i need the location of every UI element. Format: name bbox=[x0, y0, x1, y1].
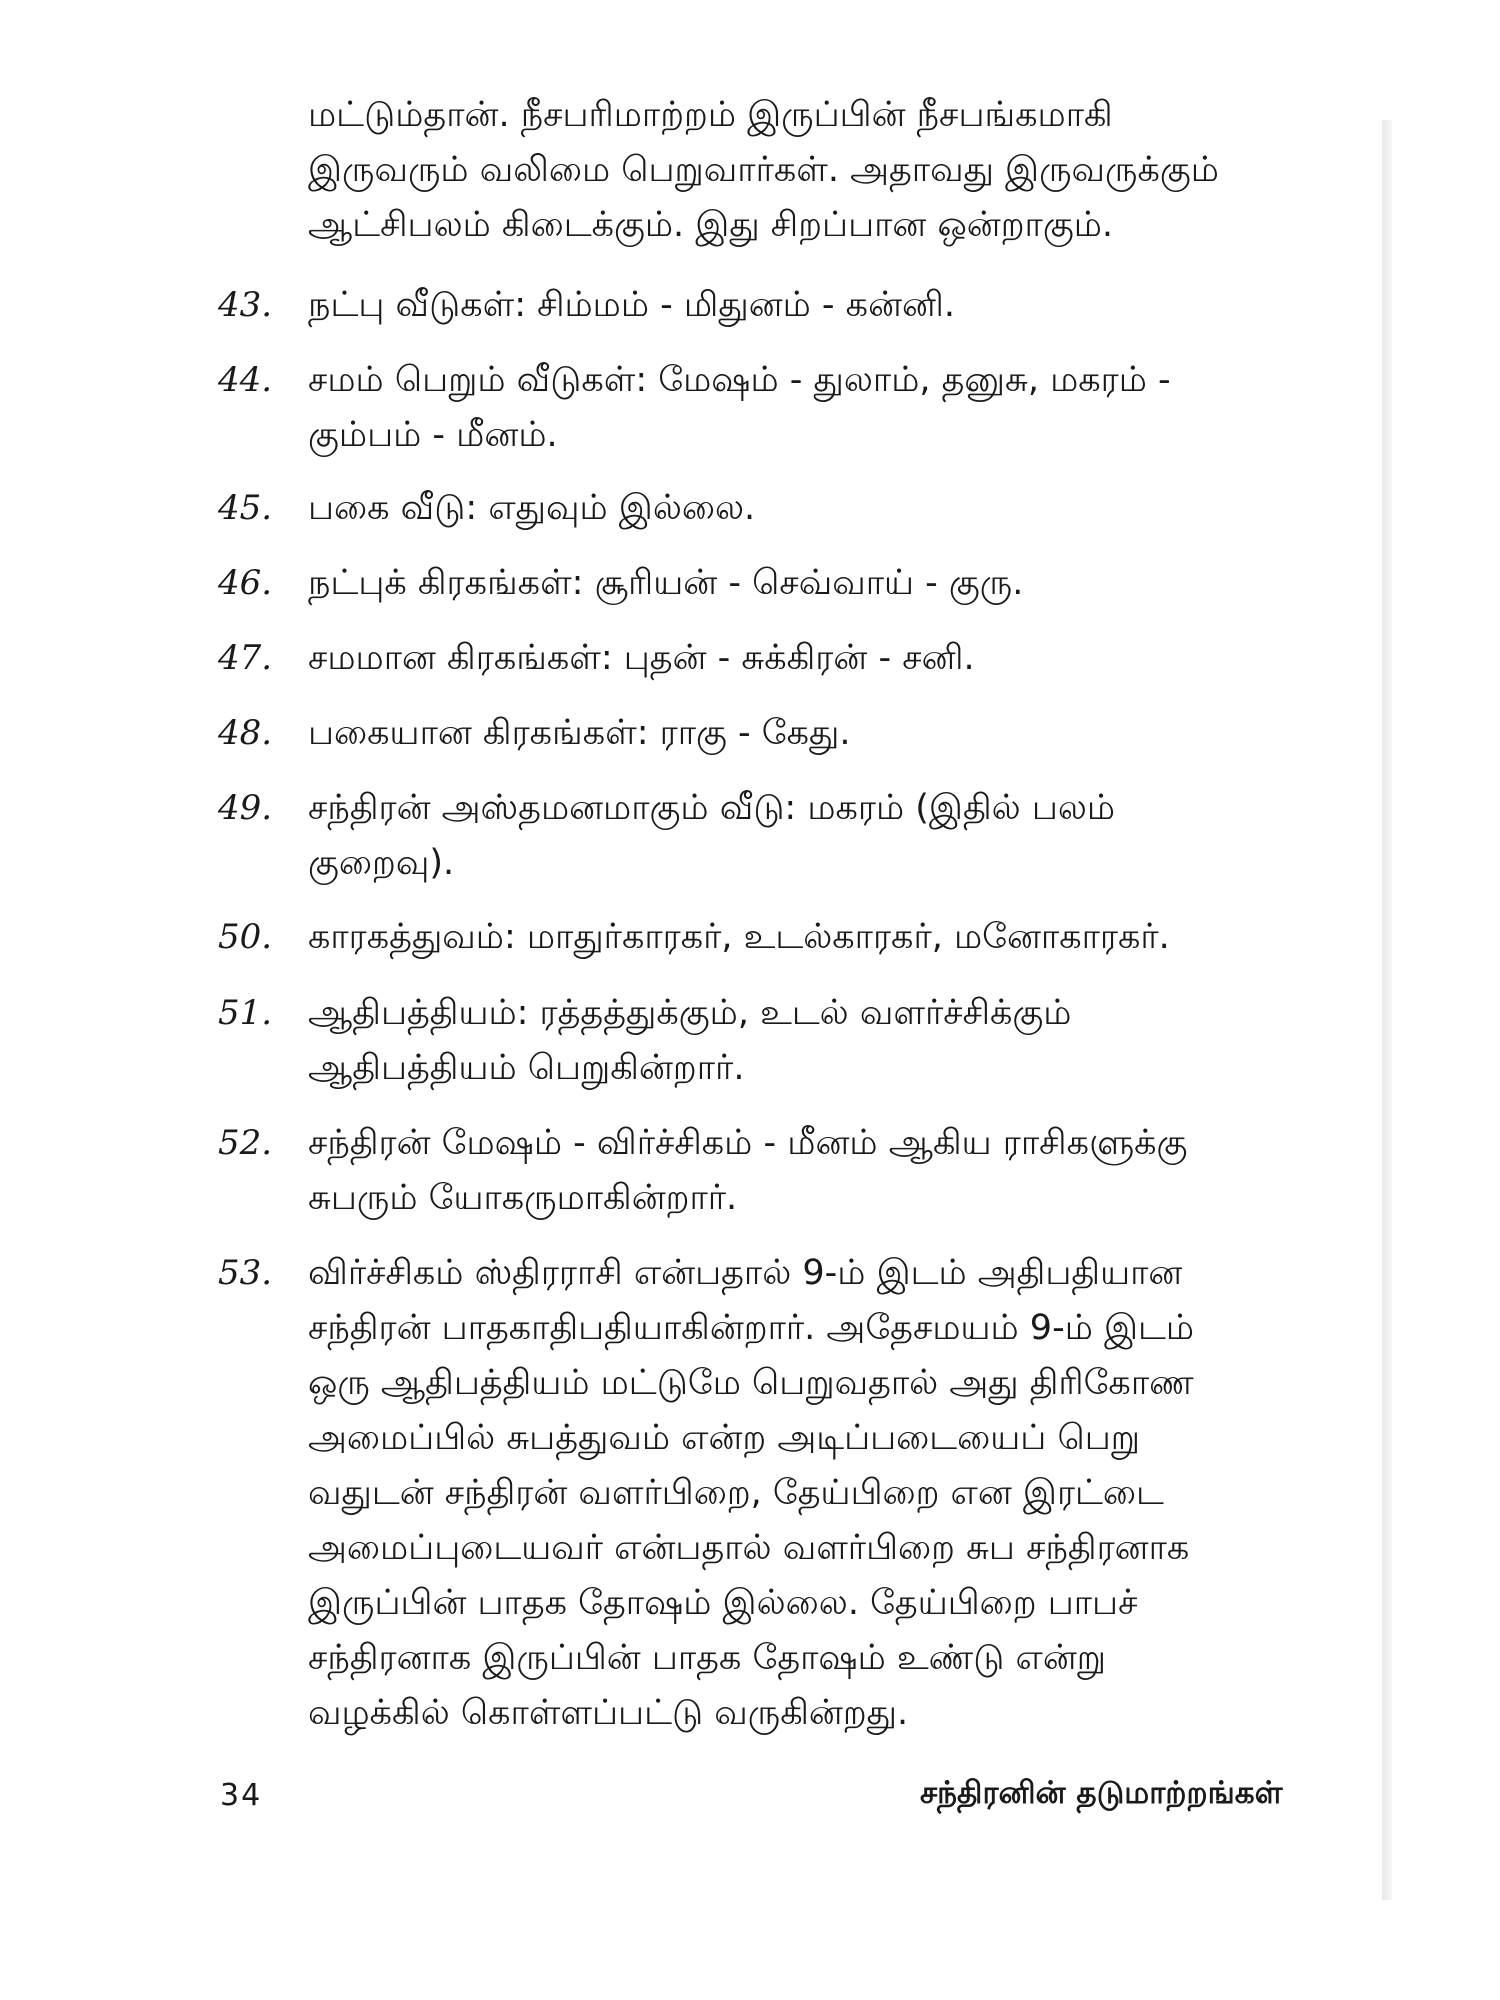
item-text: விர்ச்சிகம் ஸ்திரராசி என்பதால் 9-ம் இடம் அதிபதியான சந்திரன் பாதகாதிபதியாகின்றார். அதேசமயம் 9-ம் இடம் ஒரு ஆதிபத்தியம் மட்டுமே பெறுவதால் அது திரிகோண அமைப்பில் சுபத்துவம் என்ற அடிப்படையைப் பெறு வதுடன் சந்திரன் வளர்பிறை, தேய்பிறை என இரட்டை அமைப்புடையவர் என்பதால் வளர்பிறை சுப சந்திரனாக இருப்பின் பாதக தோஷம் இல்லை. தேய்பிறை பாபச் சந்திரனாக இருப்பின் பாதக தோஷம் உண்டு என்று வழக்கில் கொள்ளப்பட்டு வருகின்றது. bbox=[308, 1253, 1195, 1733]
item-number: 52. bbox=[218, 1123, 273, 1163]
running-title: சந்திரனின் தடுமாற்றங்கள் bbox=[920, 1775, 1283, 1811]
item-number: 49. bbox=[218, 788, 273, 828]
item-number: 44. bbox=[218, 360, 273, 400]
item-text: நட்பு வீடுகள்: சிம்மம் - மிதுனம் - கன்னி. bbox=[308, 285, 956, 325]
intro-paragraph bbox=[308, 88, 1384, 253]
item-text: சமம் பெறும் வீடுகள்: மேஷம் - துலாம், தனுசு, மகரம் - கும்பம் - மீனம். bbox=[308, 360, 1171, 455]
item-number: 53. bbox=[218, 1253, 273, 1293]
item-text: சமமான கிரகங்கள்: புதன் - சுக்கிரன் - சனி. bbox=[308, 638, 975, 678]
item-number: 46. bbox=[218, 563, 273, 603]
item-number: 45. bbox=[218, 488, 273, 528]
item-number: 43. bbox=[218, 285, 273, 325]
item-text: பகையான கிரகங்கள்: ராகு - கேது. bbox=[308, 713, 851, 753]
item-text: சந்திரன் அஸ்தமனமாகும் வீடு: மகரம் (இதில் பலம் குறைவு). bbox=[308, 788, 1116, 883]
intro-line: ஆட்சிபலம் கிடைக்கும். இது சிறப்பான ஒன்றாகும். bbox=[308, 205, 1114, 245]
item-text: பகை வீடு: எதுவும் இல்லை. bbox=[308, 488, 756, 528]
item-number: 48. bbox=[218, 713, 273, 753]
item-number: 50. bbox=[218, 917, 273, 957]
item-text: நட்புக் கிரகங்கள்: சூரியன் - செவ்வாய் - குரு. bbox=[308, 563, 1024, 603]
item-text: ஆதிபத்தியம்: ரத்தத்துக்கும், உடல் வளர்ச்சிக்கும் ஆதிபத்தியம் பெறுகின்றார். bbox=[308, 993, 1072, 1088]
page-number: 34 bbox=[220, 1778, 263, 1813]
intro-line: இருவரும் வலிமை பெறுவார்கள். அதாவது இருவருக்கும் bbox=[308, 150, 1219, 190]
item-number: 51. bbox=[218, 993, 273, 1033]
item-text: சந்திரன் மேஷம் - விர்ச்சிகம் - மீனம் ஆகிய ராசிகளுக்கு சுபரும் யோகருமாகின்றார். bbox=[308, 1123, 1188, 1218]
intro-line: மட்டும்தான். நீசபரிமாற்றம் இருப்பின் நீசபங்கமாகி bbox=[308, 95, 1113, 135]
item-number: 47. bbox=[218, 638, 273, 678]
item-text: காரகத்துவம்: மாதுர்காரகர், உடல்காரகர், மனோகாரகர். bbox=[308, 917, 1170, 957]
